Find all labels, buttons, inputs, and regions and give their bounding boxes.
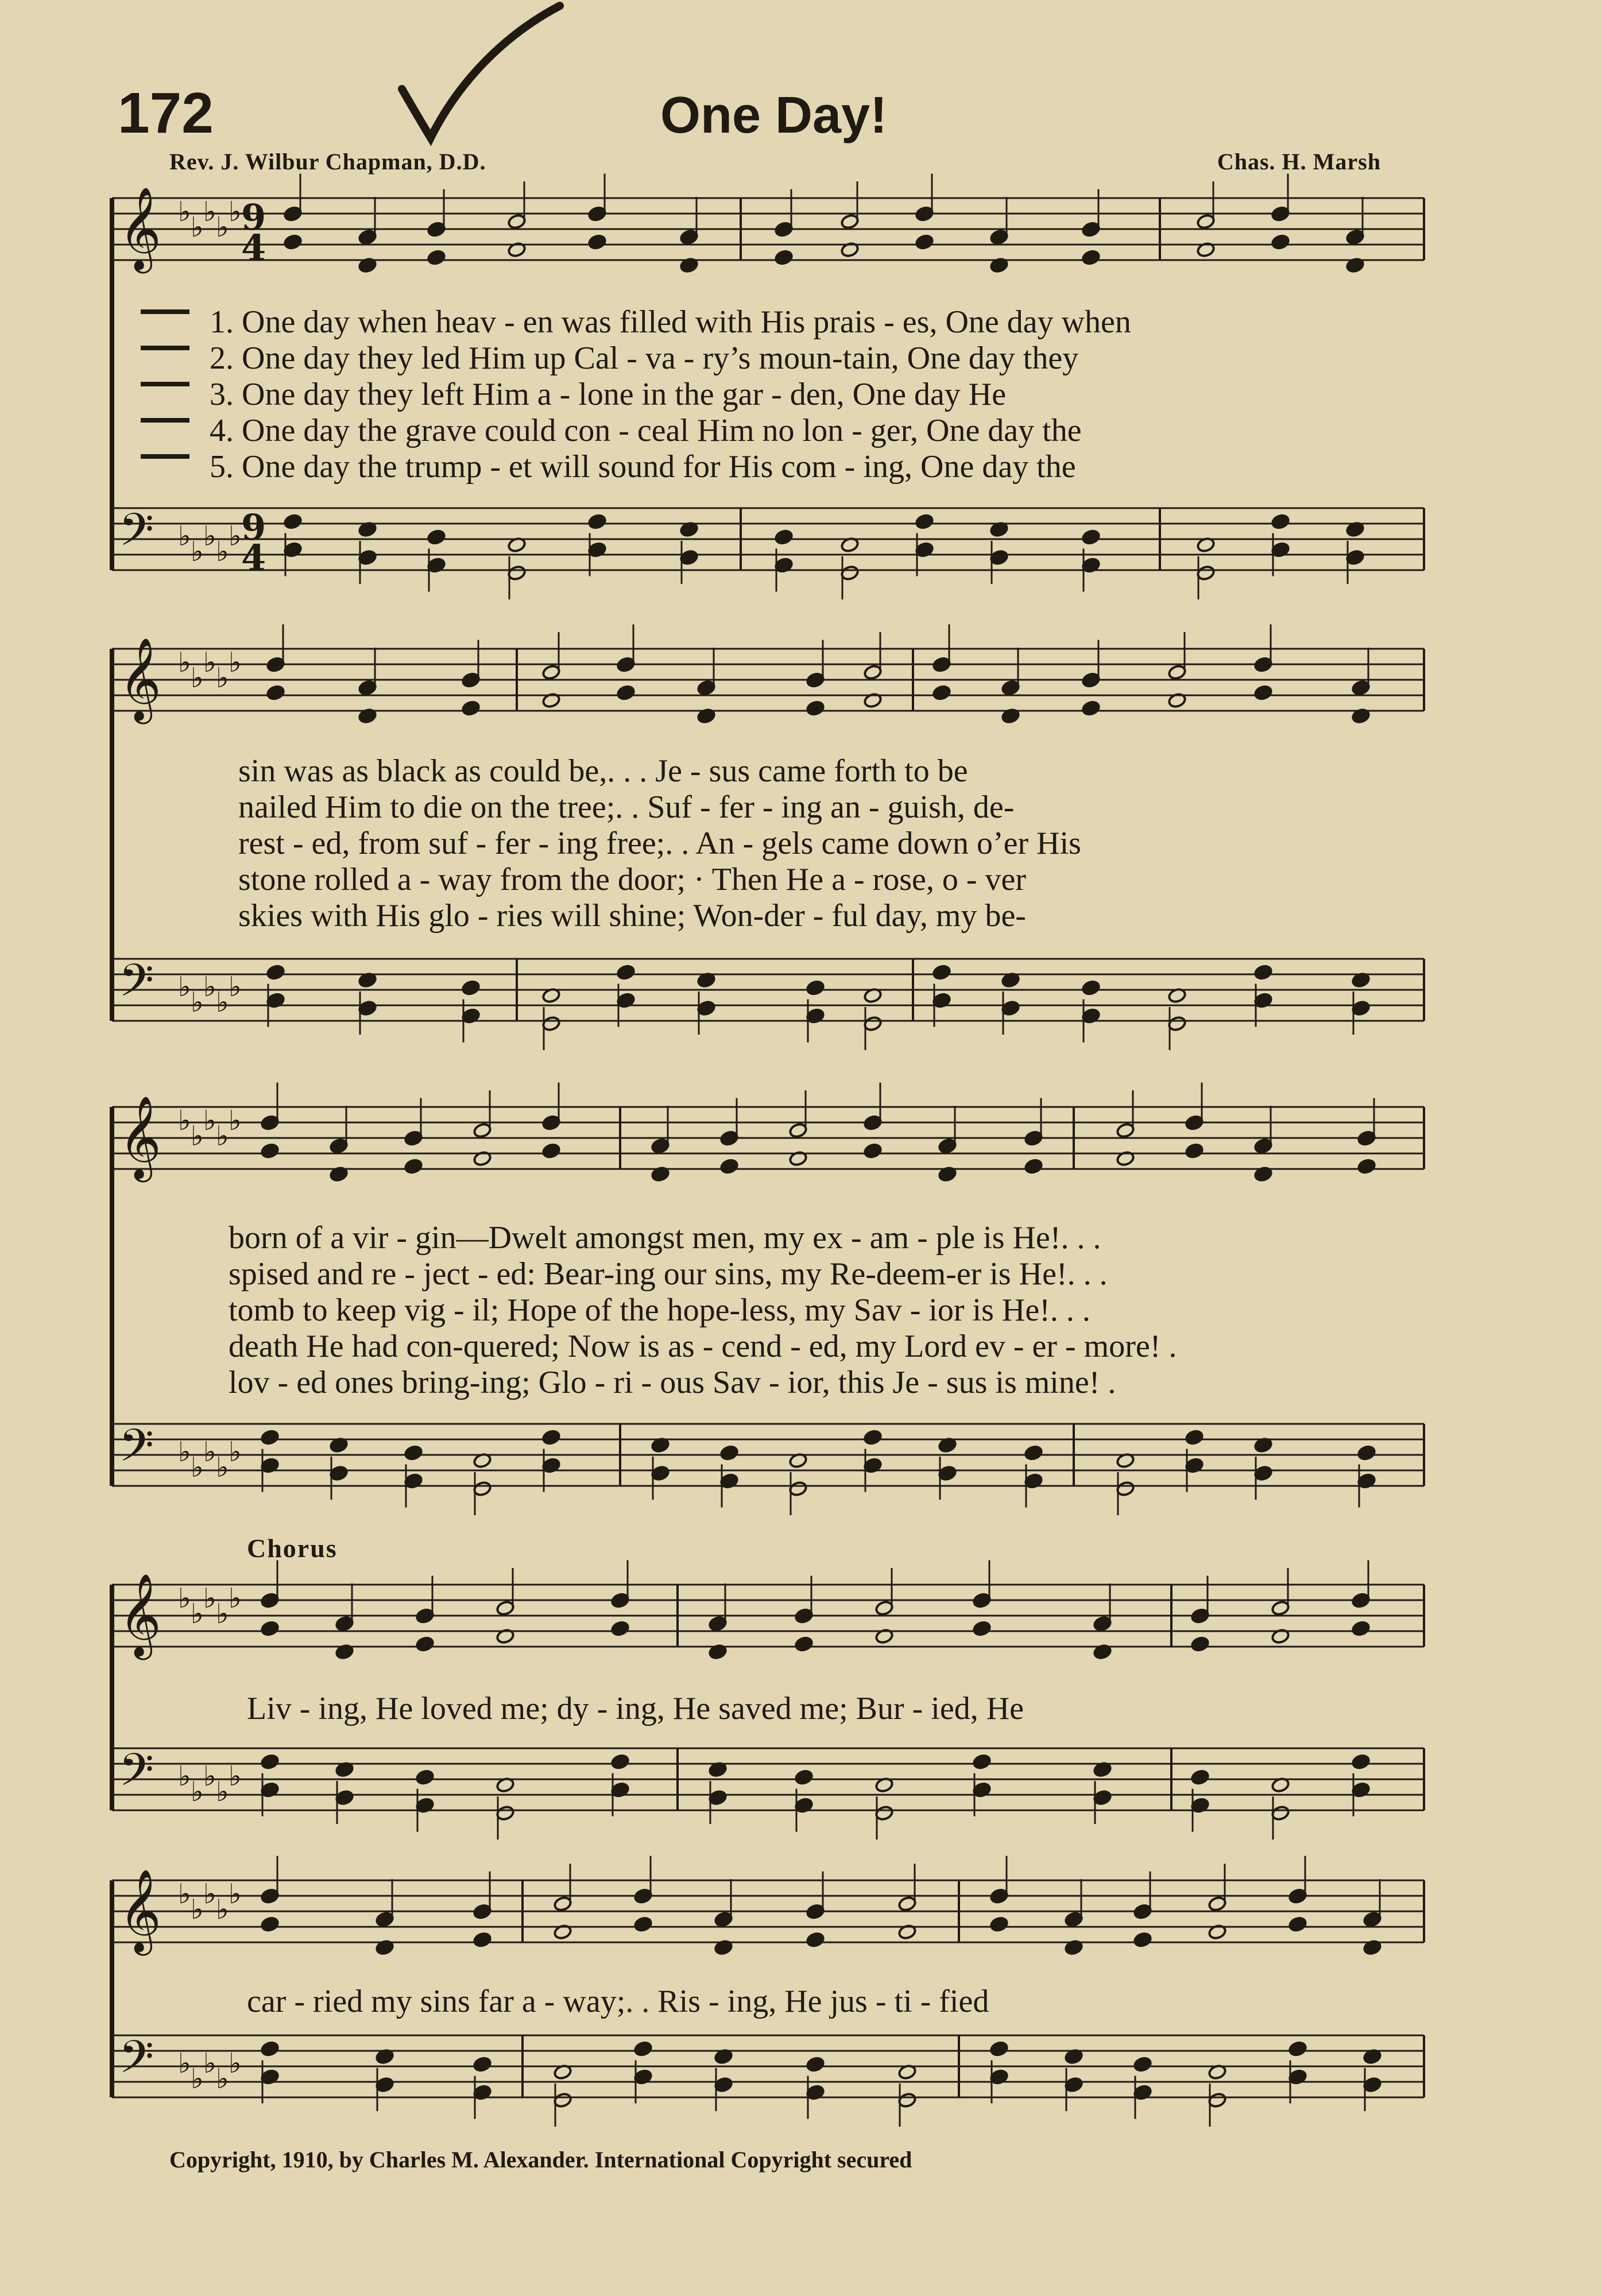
flat-icon: ♭	[203, 2047, 216, 2080]
note-icon	[1288, 1916, 1307, 1932]
hymn-title: One Day!	[660, 87, 888, 144]
flat-icon: ♭	[178, 1105, 191, 1137]
note-icon	[427, 249, 446, 265]
note-icon	[415, 1769, 434, 1785]
note-icon	[1081, 700, 1100, 716]
note-icon	[1253, 964, 1272, 980]
time-signature-top: 9	[241, 196, 266, 238]
lyric-line-2-2: nailed Him to die on the tree;. . Suf - fer - ing an - guish, de-	[238, 789, 1015, 825]
lyric-line-1-4: 4. One day the grave could con - ceal Him no lon - ger, One day the	[210, 413, 1082, 448]
note-icon	[1081, 529, 1100, 545]
flat-icon: ♭	[191, 1598, 204, 1630]
note-icon	[794, 1769, 813, 1785]
lyric-line-1-2: 2. One day they led Him up Cal - va - ry’s moun-tain, One day they	[210, 340, 1079, 376]
copyright-notice: Copyright, 1910, by Charles M. Alexander. International Copyright secured	[169, 2147, 912, 2173]
lyric-line-2-4: stone rolled a - way from the door; · Then He a - rose, o - ver	[238, 862, 1027, 897]
note-icon	[541, 1429, 560, 1445]
flat-icon: ♭	[191, 986, 204, 1019]
checkmark-icon	[402, 6, 560, 138]
lyric-line-chorus-1: Liv - ing, He loved me; dy - ing, He saved me; Bur - ied, He	[247, 1691, 1024, 1726]
treble-clef-icon: 𝄞	[119, 1869, 161, 1952]
flat-icon: ♭	[203, 196, 216, 228]
flat-icon: ♭	[178, 1582, 191, 1614]
note-icon	[774, 529, 793, 545]
note-icon	[473, 2056, 492, 2072]
note-icon	[1024, 1445, 1043, 1461]
note-icon	[633, 2041, 652, 2057]
flat-icon: ♭	[178, 196, 191, 228]
note-icon	[461, 700, 480, 716]
flat-icon: ♭	[216, 2063, 229, 2095]
flat-icon: ♭	[229, 1878, 242, 1910]
flat-icon: ♭	[229, 1582, 242, 1614]
flat-icon: ♭	[216, 1120, 229, 1152]
note-icon	[719, 1445, 738, 1461]
note-icon	[863, 1143, 882, 1159]
note-icon	[415, 1636, 434, 1652]
note-icon	[1288, 2041, 1307, 2057]
treble-clef-icon: 𝄞	[119, 187, 161, 270]
note-icon	[1185, 1429, 1204, 1445]
note-icon	[1190, 1769, 1209, 1785]
note-icon	[1357, 1445, 1376, 1461]
note-icon	[266, 684, 285, 700]
chorus-label: Chorus	[247, 1534, 338, 1563]
note-icon	[260, 1620, 279, 1636]
treble-clef-icon: 𝄞	[119, 637, 161, 721]
note-icon	[260, 2041, 279, 2057]
note-icon	[719, 1158, 738, 1174]
note-icon	[266, 964, 285, 980]
note-icon	[915, 513, 934, 529]
time-signature-bottom: 4	[241, 227, 266, 269]
note-icon	[1351, 1620, 1370, 1636]
flat-icon: ♭	[191, 536, 204, 568]
treble-staff	[112, 649, 1424, 711]
note-icon	[616, 964, 635, 980]
note-icon	[260, 1753, 279, 1770]
bass-staff	[112, 508, 1424, 570]
note-icon	[794, 1636, 813, 1652]
lyric-line-2-1: sin was as black as could be,. . . Je - sus came forth to be	[238, 753, 968, 789]
note-icon	[427, 529, 446, 545]
note-icon	[972, 1620, 991, 1636]
flat-icon: ♭	[229, 646, 242, 679]
flat-icon: ♭	[191, 1451, 204, 1484]
flat-icon: ♭	[191, 2063, 204, 2095]
lyric-line-chorus-2: car - ried my sins far a - way;. . Ris - ing, He jus - ti - fied	[247, 1984, 989, 2019]
note-icon	[972, 1753, 991, 1770]
flat-icon: ♭	[191, 1120, 204, 1152]
treble-staff	[112, 1107, 1424, 1169]
note-icon	[774, 249, 793, 265]
note-icon	[1190, 1636, 1209, 1652]
lyric-line-2-3: rest - ed, from suf - fer - ing free;. . An - gels came down o’er His	[238, 826, 1081, 861]
note-icon	[587, 513, 606, 529]
flat-icon: ♭	[216, 536, 229, 568]
flat-icon: ♭	[178, 1760, 191, 1792]
note-icon	[260, 1429, 279, 1445]
flat-icon: ♭	[203, 520, 216, 552]
flat-icon: ♭	[191, 211, 204, 243]
flat-icon: ♭	[216, 1451, 229, 1484]
flat-icon: ♭	[178, 971, 191, 1003]
treble-staff	[112, 198, 1424, 260]
flat-icon: ♭	[229, 1105, 242, 1137]
note-icon	[915, 234, 934, 250]
treble-clef-icon: 𝄞	[119, 1573, 161, 1656]
note-icon	[1271, 513, 1290, 529]
note-icon	[932, 964, 951, 980]
note-icon	[1133, 1931, 1152, 1947]
note-icon	[610, 1620, 629, 1636]
note-icon	[283, 234, 302, 250]
flat-icon: ♭	[203, 1436, 216, 1468]
lyric-line-2-5: skies with His glo - ries will shine; Won-der - ful day, my be-	[238, 898, 1026, 934]
composer-credit: Chas. H. Marsh	[1217, 149, 1381, 175]
treble-clef-icon: 𝄞	[119, 1095, 161, 1179]
flat-icon: ♭	[178, 1878, 191, 1910]
lyric-line-1-1: 1. One day when heav - en was filled with His prais - es, One day when	[210, 304, 1131, 340]
note-icon	[989, 1916, 1008, 1932]
note-icon	[1081, 979, 1100, 996]
note-icon	[1351, 1753, 1370, 1770]
time-signature-bottom: 4	[241, 537, 266, 579]
lyric-line-3-1: born of a vir - gin—Dwelt amongst men, my ex - am - ple is He!. . .	[229, 1220, 1101, 1256]
flat-icon: ♭	[229, 520, 242, 552]
flat-icon: ♭	[203, 646, 216, 679]
flat-icon: ♭	[229, 971, 242, 1003]
note-icon	[1253, 684, 1272, 700]
flat-icon: ♭	[178, 1436, 191, 1468]
flat-icon: ♭	[229, 2047, 242, 2080]
note-icon	[806, 2056, 825, 2072]
lyric-line-3-3: tomb to keep vig - il; Hope of the hope-less, my Sav - ior is He!. . .	[229, 1292, 1090, 1328]
flat-icon: ♭	[203, 1582, 216, 1614]
bass-clef-icon: 𝄢	[119, 1744, 154, 1807]
lyric-line-3-4: death He had con-quered; Now is as - cend - ed, my Lord ev - er - more! .	[229, 1329, 1177, 1364]
time-signature-top: 9	[241, 506, 266, 548]
note-icon	[1185, 1143, 1204, 1159]
bass-clef-icon: 𝄢	[119, 2031, 154, 2094]
note-icon	[806, 1931, 825, 1947]
flat-icon: ♭	[191, 1894, 204, 1926]
note-icon	[989, 2041, 1008, 2057]
flat-icon: ♭	[216, 1776, 229, 1808]
note-icon	[806, 700, 825, 716]
bass-staff	[112, 1748, 1424, 1810]
treble-staff	[112, 1585, 1424, 1647]
note-icon	[404, 1158, 423, 1174]
bass-staff	[112, 959, 1424, 1021]
bass-staff	[112, 2035, 1424, 2097]
note-icon	[1081, 249, 1100, 265]
flat-icon: ♭	[216, 1598, 229, 1630]
flat-icon: ♭	[216, 986, 229, 1019]
bass-clef-icon: 𝄢	[119, 955, 154, 1018]
flat-icon: ♭	[203, 1878, 216, 1910]
note-icon	[587, 234, 606, 250]
note-icon	[633, 1916, 652, 1932]
note-icon	[260, 1916, 279, 1932]
note-icon	[1133, 2056, 1152, 2072]
note-icon	[932, 684, 951, 700]
flat-icon: ♭	[229, 196, 242, 228]
flat-icon: ♭	[191, 662, 204, 694]
flat-icon: ♭	[203, 971, 216, 1003]
note-icon	[1357, 1158, 1376, 1174]
note-icon	[1271, 234, 1290, 250]
note-icon	[541, 1143, 560, 1159]
flat-icon: ♭	[216, 662, 229, 694]
flat-icon: ♭	[178, 2047, 191, 2080]
lyric-line-1-3: 3. One day they left Him a - lone in the gar - den, One day He	[210, 377, 1007, 412]
treble-staff	[112, 1880, 1424, 1942]
lyric-line-1-5: 5. One day the trump - et will sound for His com - ing, One day the	[210, 449, 1076, 485]
note-icon	[610, 1753, 629, 1770]
flat-icon: ♭	[203, 1760, 216, 1792]
flat-icon: ♭	[216, 1894, 229, 1926]
note-icon	[616, 684, 635, 700]
note-icon	[863, 1429, 882, 1445]
bass-clef-icon: 𝄢	[119, 504, 154, 567]
note-icon	[404, 1445, 423, 1461]
flat-icon: ♭	[203, 1105, 216, 1137]
note-icon	[461, 979, 480, 996]
note-icon	[260, 1143, 279, 1159]
hymn-number: 172	[118, 81, 214, 145]
lyric-line-3-2: spised and re - ject - ed: Bear-ing our sins, my Re-deem-er is He!. . .	[229, 1256, 1108, 1292]
bass-clef-icon: 𝄢	[119, 1420, 154, 1483]
note-icon	[806, 979, 825, 996]
author-credit: Rev. J. Wilbur Chapman, D.D.	[169, 149, 486, 175]
note-icon	[1024, 1158, 1043, 1174]
note-icon	[473, 1931, 492, 1947]
flat-icon: ♭	[178, 646, 191, 679]
flat-icon: ♭	[216, 211, 229, 243]
flat-icon: ♭	[229, 1760, 242, 1792]
flat-icon: ♭	[178, 520, 191, 552]
flat-icon: ♭	[191, 1776, 204, 1808]
flat-icon: ♭	[229, 1436, 242, 1468]
note-icon	[283, 513, 302, 529]
bass-staff	[112, 1424, 1424, 1486]
lyric-line-3-5: lov - ed ones bring-ing; Glo - ri - ous Sav - ior, this Je - sus is mine! .	[229, 1365, 1116, 1400]
